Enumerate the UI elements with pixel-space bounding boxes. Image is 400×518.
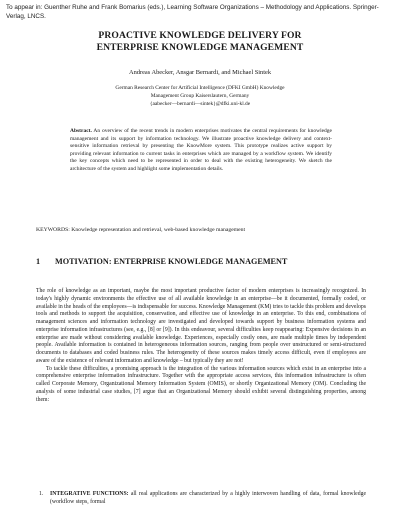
section-number: 1 [36,257,41,266]
body-paragraph-2: To tackle these difficulties, a promising approach is the integration of the various information sources which exist in an enterprise into a comprehensive enterprise information infrastructure. Together with the appropriate access services, this information infrastructure is often called Corporate Memory, Organizational Memory Information System (OMIS), or shortly Organizational Memory (OM). Concluding the analysis of some industrial case studies, [7] argue that an Organizational Memory should exhibit several distinguishing properties, among them: [36,365,366,403]
list-item [36,491,366,507]
paper-title-line1: PROACTIVE KNOWLEDGE DELIVERY FOR [98,30,302,41]
affiliation-line2: Management Group Kaiserslautern, Germany [150,92,250,99]
affiliation [90,85,310,108]
abstract-label: Abstract. [70,128,92,134]
body-paragraph-1: The role of knowledge as an important, maybe the most important productive factor of modern enterprises is increasingly recognized. In today's highly dynamic environments the effective use of all available knowledge in an enterprise—be it documented, formally coded, or available in the heads of the employees—is indispensable for success. Knowledge Management (KM) tries to tackle this problem and develops tools and methods to support the acquisition, conservation, and effective use of knowledge in an enterprise. To this end, combinations of management sciences and information technology are investigated and developed towards support by business information systems and enterprise information infrastructures (see, e.g., [8] or [9]). In this endeavour, several difficulties keep reappearing: Expensive decisions in an enterprise are made without considering available knowledge. Experiences, especially costly ones, are made multiple times by independent people. Available information is contained in heterogeneous information sources, ranging from people over unstructured or semi-structured documents to databases and coded business rules. The heterogeneity of these sources makes timely access difficult, even if employees are aware of the existence of relevant information and knowledge – but typically they are not! [36,288,366,364]
section-body [36,288,366,404]
keywords: KEYWORDS: Knowledge representation and retrieval, web-based knowledge management [36,227,246,233]
list-item-lead: INTEGRATIVE FUNCTIONS: [50,491,129,497]
abstract-text: An overview of the recent trends in modern enterprises motivates the central requirements for knowledge management and its support by information technology. We illustrate proactive knowledge delivery and context-sensitive information retrieval by presenting the KnowMore system. This prototype realizes active support by providing relevant information to current tasks in enterprises which are managed by a workflow system. We identify the key concepts which need to be represented in order to deal with the existing heterogeneity. We sketch the architecture of the system and highlight some implementation details. [70,128,332,172]
affiliation-emails: {aabecker—bernardi—sintek}@dfki.uni-kl.de [149,100,251,107]
paper-title [40,30,360,54]
author-list: Andreas Abecker, Ansgar Bernardi, and Michael Sintek [128,69,272,76]
section-heading [36,257,366,268]
list-item-number: 1. [39,491,44,497]
abstract [70,128,332,173]
list-item-content [50,491,366,507]
publication-note: To appear in: Guenther Ruhe and Frank Bomarius (eds.), Learning Software Organizations – Methodology and Applications. Springer-Verlag, LNCS. [6,4,379,20]
list-item-text: all real applications are characterized by a highly interwoven handling of data, formal knowledge (workflow steps, formal [50,491,366,505]
affiliation-line1: German Research Center for Artificial Intelligence (DFKI GmbH) Knowledge [115,85,285,91]
section-title: MOTIVATION: ENTERPRISE KNOWLEDGE MANAGEMENT [55,257,288,266]
paper-title-line2: ENTERPRISE KNOWLEDGE MANAGEMENT [96,42,304,53]
